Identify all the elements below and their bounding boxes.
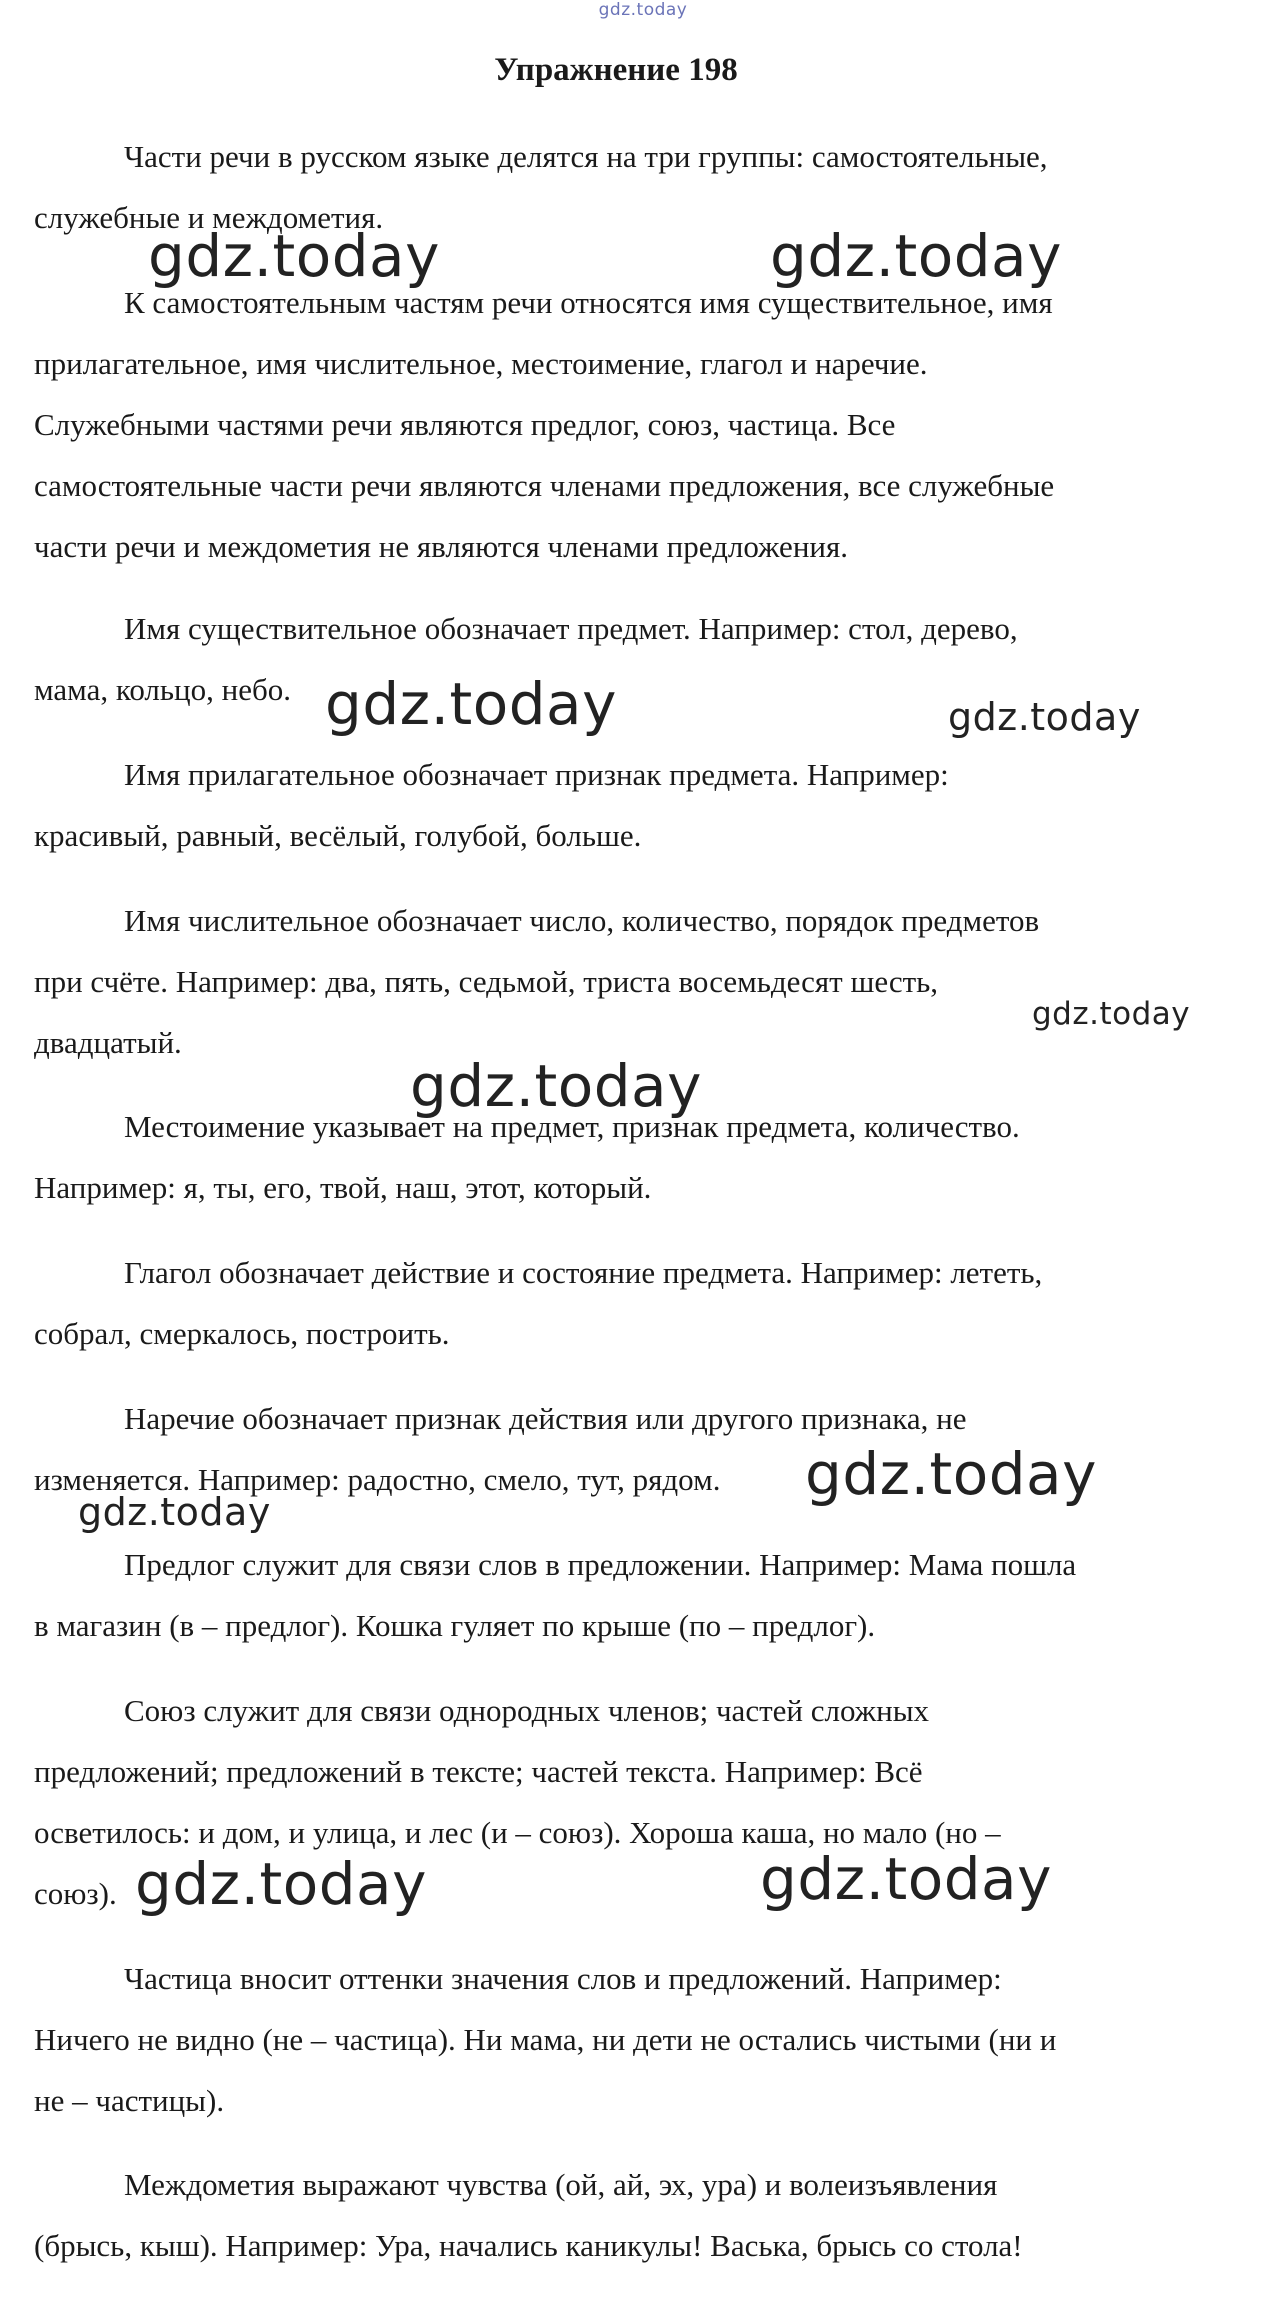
watermark: gdz.today [410,1052,702,1120]
watermark: gdz.today [135,1850,427,1918]
text-line: части речи и междометия не являются членами предложения. [34,529,849,564]
text-line: изменяется. Например: радостно, смело, тут, рядом. [34,1462,721,1497]
paragraph-numeral [34,890,1214,1073]
paragraph-independent-parts [34,272,1214,577]
text-line: при счёте. Например: два, пять, седьмой, триста восемьдесят шесть, [34,964,939,999]
text-line: двадцатый. [34,1025,182,1060]
paragraph-particle [34,1948,1214,2131]
text-line: Имя существительное обозначает предмет. Например: стол, дерево, [124,611,1018,646]
paragraph-adjective [34,744,1214,866]
text-line: собрал, смеркалось, построить. [34,1316,450,1351]
text-line: Частица вносит оттенки значения слов и предложений. Например: [124,1961,1002,1996]
paragraph-interjection [34,2154,1214,2276]
watermark: gdz.today [1032,996,1191,1032]
text-line: не – частицы). [34,2083,225,2118]
text-line: Имя числительное обозначает число, количество, порядок предметов [124,903,1040,938]
paragraph-preposition [34,1534,1214,1656]
text-line: Наречие обозначает признак действия или другого признака, не [124,1401,967,1436]
text-line: в магазин (в – предлог). Кошка гуляет по крыше (по – предлог). [34,1608,876,1643]
text-line: Имя прилагательное обозначает признак предмета. Например: [124,757,949,792]
text-line: осветилось: и дом, и улица, и лес (и – союз). Хороша каша, но мало (но – [34,1815,1001,1850]
text-line: Междометия выражают чувства (ой, ай, эх, ура) и волеизъявления [124,2167,998,2202]
text-line: К самостоятельным частям речи относятся имя существительное, имя [124,285,1053,320]
page-title: Упражнение 198 [494,52,738,88]
watermark: gdz.today [148,222,440,290]
watermark: gdz.today [770,222,1062,290]
text-line: (брысь, кыш). Например: Ура, начались каникулы! Васька, брысь со стола! [34,2228,1023,2263]
watermark: gdz.today [78,1490,271,1534]
watermark: gdz.today [805,1440,1097,1508]
text-line: Союз служит для связи однородных членов; частей сложных [124,1693,930,1728]
watermark: gdz.today [325,670,617,738]
text-line: красивый, равный, весёлый, голубой, больше. [34,818,642,853]
text-line: Части речи в русском языке делятся на три группы: самостоятельные, [124,139,1048,174]
site-mark: gdz.today [598,0,688,20]
text-line: Ничего не видно (не – частица). Ни мама, ни дети не остались чистыми (ни и [34,2022,1057,2057]
text-line: мама, кольцо, небо. [34,672,291,707]
text-line: союз). [34,1876,117,1911]
watermark: gdz.today [948,695,1141,739]
text-line: служебные и междометия. [34,200,384,235]
text-line: Предлог служит для связи слов в предложении. Например: Мама пошла [124,1547,1077,1582]
text-line: прилагательное, имя числительное, местоимение, глагол и наречие. [34,346,928,381]
text-line: Местоимение указывает на предмет, признак предмета, количество. [124,1109,1020,1144]
text-line: Глагол обозначает действие и состояние предмета. Например: лететь, [124,1255,1043,1290]
text-line: Служебными частями речи являются предлог, союз, частица. Все [34,407,896,442]
text-line: самостоятельные части речи являются членами предложения, все служебные [34,468,1055,503]
paragraph-verb [34,1242,1214,1364]
text-line: предложений; предложений в тексте; частей текста. Например: Всё [34,1754,923,1789]
watermark: gdz.today [760,1845,1052,1913]
text-line: Например: я, ты, его, твой, наш, этот, который. [34,1170,652,1205]
